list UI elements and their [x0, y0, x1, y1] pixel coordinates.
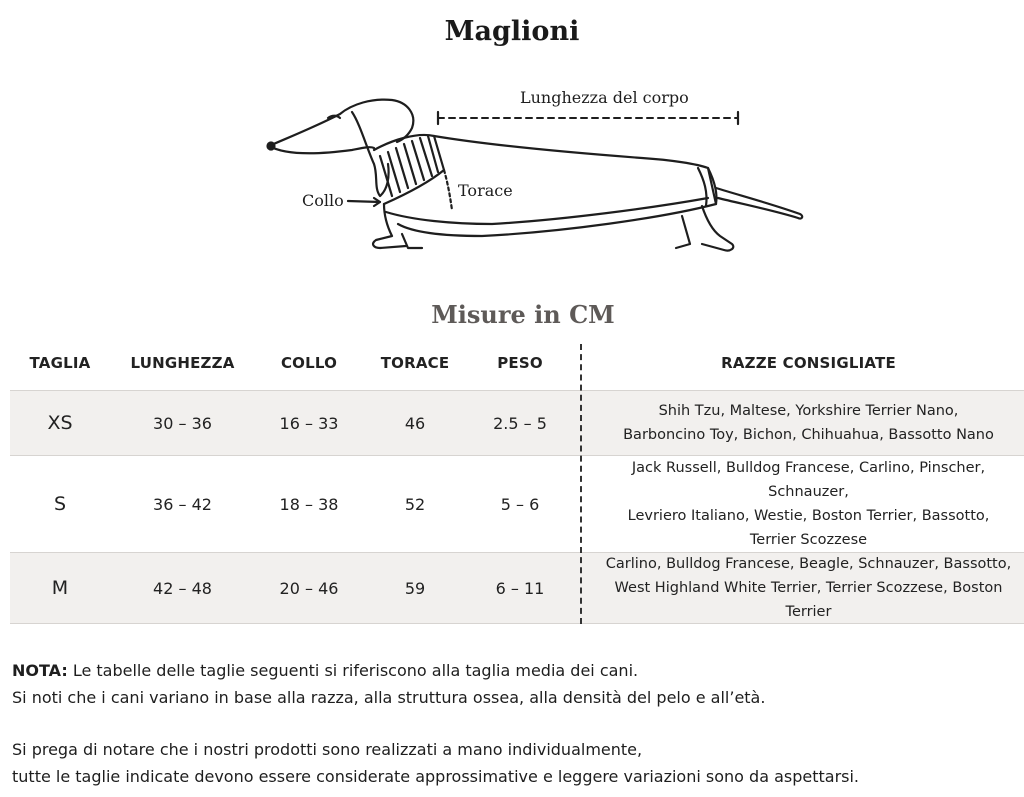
length-cell: 42 – 48: [153, 578, 212, 598]
note-text: Le tabelle delle taglie seguenti si riferiscono alla taglia media dei cani.: [67, 661, 639, 680]
table-row: [10, 390, 1024, 455]
breeds-line: Levriero Italiano, Westie, Boston Terrier, Bassotto,: [627, 508, 990, 524]
chest-cell: 59: [404, 578, 426, 598]
breeds-line: Jack Russell, Bulldog Francese, Carlino, Pinscher, Schnauzer,: [631, 460, 986, 500]
chest-label: Torace: [458, 181, 513, 200]
chest-cell: 46: [404, 413, 426, 433]
note-section: [12, 657, 1012, 790]
breeds-line: Terrier Scozzese: [749, 532, 868, 548]
header-weight: PESO: [497, 354, 543, 372]
note-line: Si prega di notare che i nostri prodotti sono realizzati a mano individualmente,: [12, 740, 643, 759]
header-breeds: RAZZE CONSIGLIATE: [721, 354, 896, 372]
page-title: Maglioni: [444, 16, 580, 47]
breeds-line: West Highland White Terrier, Terrier Scozzese, Boston Terrier: [614, 580, 1003, 620]
header-neck: COLLO: [280, 354, 338, 372]
table-header-row: [10, 336, 1024, 390]
note-line: [12, 657, 1012, 684]
column-divider: [580, 344, 582, 624]
dog-sweater-diagram: [262, 84, 822, 264]
weight-cell: 5 – 6: [500, 494, 540, 514]
note-line: tutte le taglie indicate devono essere considerate approssimative e leggere variazioni sono da aspettarsi.: [12, 767, 860, 786]
size-table: [10, 336, 1024, 624]
neck-label: Collo: [302, 191, 344, 210]
note-line: Si noti che i cani variano in base alla razza, alla struttura ossea, alla densità del pelo e all’età.: [12, 688, 766, 707]
length-cell: 36 – 42: [153, 494, 212, 514]
breeds-line: Barboncino Toy, Bichon, Chihuahua, Bassotto Nano: [623, 427, 994, 443]
weight-cell: 2.5 – 5: [493, 413, 547, 433]
note-label: NOTA:: [12, 661, 68, 680]
table-row: [10, 552, 1024, 624]
neck-cell: 16 – 33: [279, 413, 339, 433]
body-length-label: Lunghezza del corpo: [520, 88, 689, 107]
chest-cell: 52: [404, 494, 426, 514]
weight-cell: 6 – 11: [495, 578, 545, 598]
breeds-cell: [593, 456, 1024, 552]
size-cell: XS: [47, 412, 73, 434]
dachshund-illustration: [262, 84, 822, 264]
table-subtitle: Misure in CM: [431, 300, 615, 329]
table-row: [10, 455, 1024, 552]
neck-cell: 20 – 46: [279, 578, 339, 598]
size-cell: S: [53, 493, 67, 515]
breeds-cell: [593, 391, 1024, 455]
header-length: LUNGHEZZA: [130, 354, 235, 372]
breeds-cell: [593, 553, 1024, 623]
length-cell: 30 – 36: [153, 413, 212, 433]
breeds-line: Carlino, Bulldog Francese, Beagle, Schnauzer, Bassotto,: [605, 556, 1012, 572]
header-chest: TORACE: [380, 354, 450, 372]
header-size: TAGLIA: [29, 354, 91, 372]
breeds-line: Shih Tzu, Maltese, Yorkshire Terrier Nano,: [658, 403, 959, 419]
size-cell: M: [51, 577, 69, 599]
neck-cell: 18 – 38: [279, 494, 339, 514]
